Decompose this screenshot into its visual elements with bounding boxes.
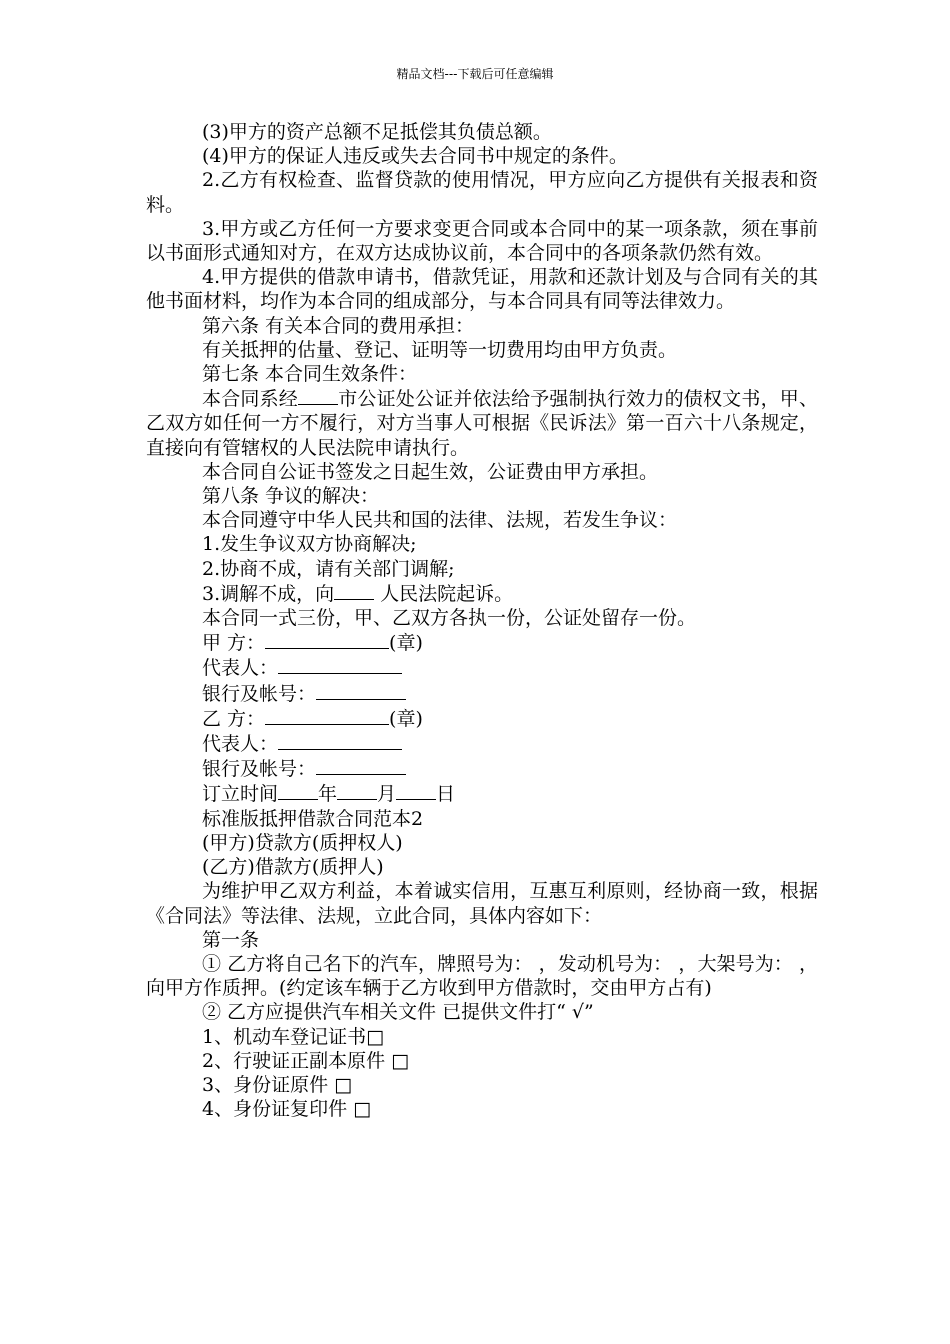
label: 年 — [318, 783, 338, 806]
label: 代表人： — [202, 657, 279, 680]
label: 乙 方： — [202, 707, 266, 730]
blank-line — [396, 781, 436, 800]
sig-party-a — [146, 630, 818, 655]
text: 市公证处公证并依法给予强制执行效力的债权文书，甲、乙双方如任何一方不履行，对方当事人可根据《民诉法》第一百六十八条规定，直接向有管辖权的人民法院申请执行。 — [146, 388, 818, 459]
paragraph: 本合同一式三份，甲、乙双方各执一份，公证处留存一份。 — [202, 607, 697, 630]
blank-line — [278, 655, 402, 674]
sig-rep-b — [146, 731, 818, 756]
paragraph: (4)甲方的保证人违反或失去合同书中规定的条件。 — [202, 145, 628, 168]
paragraph: 本合同自公证书签发之日起生效，公证费由甲方承担。 — [202, 460, 659, 483]
paragraph: 为维护甲乙双方利益，本着诚实信用，互惠互利原则，经协商一致，根据《合同法》等法律、法规，立此合同，具体内容如下： — [146, 880, 818, 927]
paragraph: 3.甲方或乙方任何一方要求变更合同或本合同中的某一项条款，须在事前以书面形式通知对方，在双方达成协议前，本合同中的各项条款仍然有效。 — [146, 217, 818, 265]
paragraph: ② 乙方应提供汽车相关文件 已提供文件打“ √” — [202, 1001, 594, 1024]
article-heading: 第七条 本合同生效条件： — [202, 363, 418, 386]
label: 银行及帐号： — [202, 682, 317, 705]
blank-line — [298, 386, 338, 405]
seal-label: (章) — [389, 707, 423, 730]
paragraph: 本合同遵守中华人民共和国的法律、法规，若发生争议： — [202, 509, 678, 532]
sig-date — [146, 781, 818, 806]
sig-rep-a — [146, 655, 818, 680]
section-title: 标准版抵押借款合同范本2 — [202, 807, 424, 830]
label: 银行及帐号： — [202, 758, 317, 781]
article-heading: 第八条 争议的解决： — [202, 485, 380, 508]
checklist-item: 3、身份证原件 □ — [202, 1073, 353, 1096]
blank-line — [337, 781, 377, 800]
checklist-item: 2、行驶证正副本原件 □ — [202, 1049, 410, 1072]
checklist-item: 4、身份证复印件 □ — [202, 1098, 372, 1121]
label: 甲 方： — [202, 632, 266, 655]
article-heading: 第一条 — [202, 928, 260, 951]
paragraph: 4.甲方提供的借款申请书，借款凭证，用款和还款计划及与合同有关的其他书面材料，均作为本合同的组成部分，与本合同具有同等法律效力。 — [146, 266, 818, 313]
paragraph-court — [146, 581, 818, 606]
blank-line — [316, 756, 406, 775]
text: 3.调解不成，向 — [202, 582, 335, 605]
blank-line — [316, 681, 406, 700]
paragraph: (乙方)借款方(质押人) — [202, 856, 384, 879]
paragraph: 1.发生争议双方协商解决; — [202, 533, 417, 556]
text: 人民法院起诉。 — [374, 582, 514, 605]
paragraph: 2.协商不成，请有关部门调解; — [202, 557, 455, 580]
seal-label: (章) — [389, 632, 423, 655]
paragraph-notary — [146, 386, 818, 460]
blank-line — [278, 731, 402, 750]
paragraph: 2.乙方有权检查、监督贷款的使用情况，甲方应向乙方提供有关报表和资料。 — [146, 169, 818, 216]
label: 日 — [436, 783, 456, 806]
blank-line — [265, 630, 389, 649]
label: 代表人： — [202, 733, 279, 756]
label: 订立时间 — [202, 783, 279, 806]
paragraph: (甲方)贷款方(质押权人) — [202, 831, 403, 854]
sig-bank-a — [146, 681, 818, 706]
contract-body — [146, 120, 818, 1121]
text: 本合同系经 — [202, 388, 298, 411]
blank-line — [265, 706, 389, 725]
page-header: 精品文档---下载后可任意编辑 — [396, 67, 554, 81]
paragraph: (3)甲方的资产总额不足抵偿其负债总额。 — [202, 121, 552, 143]
sig-party-b — [146, 706, 818, 731]
label: 月 — [377, 783, 397, 806]
article-heading: 第六条 有关本合同的费用承担： — [202, 314, 475, 337]
paragraph: ① 乙方将自己名下的汽车，牌照号为： ，发动机号为： ，大架号为： ，向甲方作质押。(约定该车辆于乙方收到甲方借款时，交由甲方占有) — [146, 952, 818, 1000]
checklist-item: 1、机动车登记证书□ — [202, 1025, 385, 1048]
blank-line — [278, 781, 318, 800]
blank-line — [334, 581, 374, 600]
paragraph: 有关抵押的估量、登记、证明等一切费用均由甲方负责。 — [202, 338, 678, 361]
sig-bank-b — [146, 756, 818, 781]
